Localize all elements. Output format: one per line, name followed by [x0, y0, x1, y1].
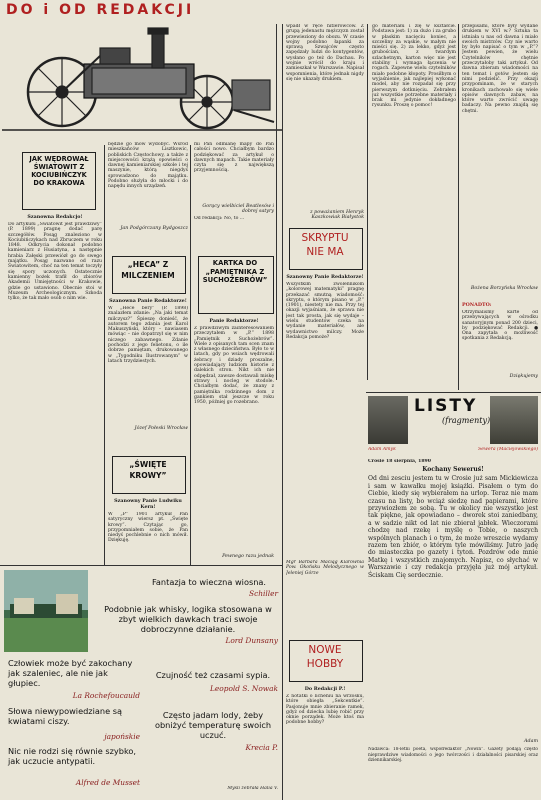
- salutation: Do Redakcji P.!: [304, 686, 346, 692]
- letter-footer: Nadawca: 18-letni poeta, współredaktor „Nowin”. Gazety podają często nieprawdziwe wiadomości o jego twórczości i działalności pisarskiej oraz dziennikarskiej.: [368, 747, 538, 763]
- listy-subtitle: (fragmenty): [442, 416, 491, 425]
- article-title-swiatowit: JAK WĘDROWAŁ ŚWIATOWIT Z KOCIUBIŃCZYK DO KRAKOWA: [29, 155, 89, 187]
- ponadto-body: Otrzymaliśmy karte od przebywających w ośrodku sanatoryjnym ponad 200 dzieci, by podziękować Redakcji. ● Ona zapytała o możliwość spotkania z Redakcją.: [462, 310, 538, 342]
- quote-text: Słowa niewypowiedziane są kwiatami ciszy.: [8, 706, 123, 726]
- signature: Pewnego razu jednak: [222, 554, 274, 559]
- signature: Bożena Borzyńska Wrocław: [470, 286, 538, 291]
- article-body: go materiału i zlę w kształcie. Podstawa jest: 1) za dużo i za grubo w płaskim nacięciu koniec, a szczeliny za wąskie, w małym nie mieści się. 2) za lekko, gdyż jest grubościan, z twardym szlachetnym, karton więc nie jest stabilny i wymaga łączenia w rogach. Zapewne wielu czytelników miało podobne kłopoty. Prosiłbym o wyjaśnienie, jak najlepiej wykonać model, aby nie rozpadał się przy pierwszym dotknięciu. Zebrałem już wszystkie potrzebne materiały i brak mi jedynie dokładnego rysunku. Proszę o pomoc!: [372, 24, 456, 109]
- editor-note: Od redakcji: No, to ...: [194, 216, 245, 221]
- salutation: Szanowna Panie Redaktorze!: [109, 298, 187, 304]
- article-title-heca: „HECA” Z MILCZENIEM: [121, 260, 175, 280]
- salutation: Panie Redaktorze!: [209, 318, 259, 324]
- letter-date: Crosie 18 sierpnia, 1890: [368, 459, 431, 464]
- quote-text: Fantazja to wieczna wiosna.: [151, 577, 267, 587]
- article-body: Z prawdziwym zainteresowaniem przeczytałem w „P.” 1898 „Pamiętnik z Suchożebrów”. Wiele z opisanych tam scen znam z własnego dzieciństwa. Było to w latach, gdy po wsiach wędrowali żebracy i dziady proszalne, opowiadający ludziom historie z dalekich stron. Nikt ich nie odpędzał, zawsze dostawali miskę strawy i nocleg w stodole. Chciałbym dodać, że znany z pamiętnika rodzinnego dom z gankiem stał jeszcze w roku 1950, później go rozebrano.: [194, 326, 274, 406]
- letter-closing: Adam: [524, 739, 538, 745]
- article-body: W „Hece bery” (P. 1898) znalazłem zdanie: „Na jaki temat milczysz?” Śpieszę donieść, że autorem tego zdania jest Karol Makuszyński, który – nawiasem mówiąc – nie dopatrzył się w nim niczego zabawnego. Zdanie pochodzi z jego felietonu, o ile dobrze pamiętam, drukowanego w „Tygodniku Ilustrowanym” w latach trzydziestych.: [108, 306, 188, 364]
- article-body: wpadł w ręce hitlerowców. Z grupą jedenastu mężczyzn został przewieziony do obozu. W czasie wojny podobno łapanki za sprawą Szwajców często zapędzały ludzi do kontygentów, wysłano go też do Dachau. Po wojnie wrócił do kraju i zamieszkał w Warszawie. Napisał wspomnienia, które jednak nigdy się nie ukazały drukiem.: [286, 24, 364, 82]
- article-title-nowe-hobby: NOWE HOBBY: [306, 644, 344, 670]
- quote-author: Lord Dunsany: [225, 636, 278, 645]
- article-title-kartka: KARTKA DO „PAMIĘTNIKA Z SUCHOŻEBRÓW”: [202, 259, 268, 285]
- signature: Gorący wielbiciel Beatlesów i dobrej satyry: [202, 204, 274, 214]
- signature: Józef Połeski Wrocław: [134, 426, 188, 431]
- article-body: Wszystkim zwolennikom „kolorowej matematyki” pragnę przekazać smutną wiadomość: skryptu, o którym pisano w „P.” (1901), niestety nie ma. Przy tej okazji wyjaśniam, że sprawa nie jest tak prosta, jak się wydaje – wielu studentów czeka na wydanie materiałów, ale wydawnictwo milczy. Może Redakcja pomoże?: [286, 282, 364, 340]
- signature: Dziękujemy: [509, 374, 538, 379]
- garden-photo: [4, 570, 88, 652]
- quote-author: La Rochefoucauld: [72, 691, 140, 700]
- letter-salutation: Kochany Seweruś!: [422, 466, 484, 474]
- signature-mgr: Mgr Barbara Maciąg Klarownia Pow. Okońsku Melodycznego w Jeleniej Górze: [286, 560, 364, 576]
- quote-author: Krecia P.: [245, 743, 278, 752]
- article-body: Z notatki o licheniu na wrzosku, które obiegła „Sekcentkie”. Pasjonuje mnie zbieranie ramek, gdyż od dziecka lubię robić przy oknie porządek. Może ktoś ma podobne hobby?: [286, 694, 364, 726]
- article-body: Do artykułu „Światowit jest prawdziwy” (P. 1899) pragnę dodać parę szczegółów. Posąg znaleziono w Kociubińczykach nad Zbruczem w roku 1848. Odkrycia dokonał podobno kamieniarz z Husiatyna, a następnie hrabia Załęski przewiózł go do swego majątku. Posąg nazwano od razu Światowitem, choć na ten temat toczyły się spory uczonych. Ostatecznie kamienny bożek trafił do zbiorów Akademii Umiejętności w Krakowie, gdzie go ustawiono. Obecnie stoi w Muzeum Archeologicznym. Szkoda tylko, że tak mało osób o nim wie.: [8, 222, 102, 302]
- article-body: przepisami, które były wydane drukiem w XVI w.? Sztuka ta istniała u nas od dawna i miało swoich mistrzów. Czy nie warto by było napisać o tym w „P.”? Jestem pewien, że wielu Czytelników chętnie przeczytałoby taki artykuł. Od dawna zbieram wiadomości na ten temat i gotów jestem się nimi podzielić. Przy okazji przypominam, że w starych kronikach zachowało się wiele opisów dawnych zabaw, na które warto zwrócić uwagę badaczy. Na pewno znajdą się chętni.: [462, 24, 538, 114]
- salutation: Szanowna Redakcjo!: [27, 214, 83, 220]
- article-body: będzie go mów wydobyć. Wśród mieszkańców Lisztkowic, pobliskich Częstochowy, a także z miejscowości krążą opowieści o dawnej kamieniarskiej szkole i tej maszynie, którą niegdyś sprowadzono do majątku. Podobno służyła do młocki i do napędu innych urządzeń.: [108, 142, 188, 190]
- quote-author: japońskie: [104, 732, 140, 741]
- listy-title: LISTY: [414, 396, 478, 416]
- quote-author: Alfred de Musset: [75, 778, 140, 787]
- article-title-swiete-krowy: „ŚWIĘTE KROWY”: [129, 460, 167, 480]
- quote-text: Czujność też czasami sypia.: [155, 670, 271, 680]
- portrait-right: [490, 396, 538, 444]
- article-title-skryptu: SKRYPTU NIE MA: [301, 232, 349, 258]
- signature: z poważaniem Henryk Kaszkowiak Białystok: [310, 210, 364, 220]
- portrait-left: [368, 396, 408, 444]
- steam-engine-illustration: [2, 22, 282, 140]
- quote-text: Nic nie rodzi się równie szybko, jak uczucie antypatii.: [8, 746, 137, 766]
- signature: Jan Podgórczany Bydgoszcz: [120, 226, 188, 231]
- portrait-left-caption: Adam Amyk: [368, 447, 396, 452]
- letter-body: Od dni zesciu jestem tu w Crosie już sam Mickiewicza i sam w kawałku mojej książki. Pisałem o tym do Ciebie, kiedy się wybierałem na urlop. Teraz nie mam czasu na listy, bo wciąż siedzę nad papierami, które przywiozłem ze sobą. Tu w okolicy nie wszystko jest tak piękne, jak opowiadano – dworek stoi zaniedbany, a w sadzie nikt od lat nie zbierał jabłek. Wieczorami chodzę nad rzekę i myślę o Tobie, o naszych wspólnych planach i o tym, że może wreszcie wydamy razem ten zbiór, o którym tyle mówiliśmy. Jutro jadę do miasteczka po gazety i tytoń. Pozdrów ode mnie Matkę i wszystkich znajomych. Napisz, co słychać w Warszawie i czy redakcja przyjęła już mój artykuł. Ściskam Cię serdecznie.: [368, 475, 538, 579]
- masthead-title: DO i OD REDAKCJI: [6, 2, 195, 18]
- quote-text: Podobnie jak whisky, logika stosowana w zbyt wielkich dawkach traci swoje dobroczynne działanie.: [104, 604, 272, 634]
- portrait-right-caption: Sewera (Maciejowskiego): [478, 447, 538, 452]
- salutation: Szanowny Panie Ludwiku Kern!: [114, 498, 182, 510]
- article-body: W „P” 1901 artykuł Pan satyryczny wiersz pt. „Święte krowy”. Czytając go, przypomniałem sobie, że Pan niedyś pochlebnie o nich mówił. Dziękuję.: [108, 512, 188, 544]
- ponadto-title: PONADTO:: [462, 302, 492, 308]
- quotes-credit: Myśli zebrała Halia V.: [227, 786, 278, 791]
- quote-text: Człowiek może być zakochany jak szaleniec, ale nie jak głupiec.: [8, 658, 133, 688]
- salutation: Szanowny Panie Redaktorze!: [286, 274, 364, 280]
- quote-author: Schiller: [249, 589, 278, 598]
- quote-author: Leopold S. Nowak: [210, 684, 278, 693]
- article-body: mi Pan odmianę mapy do Pan całości nowo. Chciałbym bardzo podziękować za artykuł o dawnych mapach. Takie materiały czyta się z największą przyjemnością.: [194, 142, 274, 174]
- quote-text: Często jadam lody, żeby obniżyć temperaturę swoich uczuć.: [154, 710, 272, 740]
